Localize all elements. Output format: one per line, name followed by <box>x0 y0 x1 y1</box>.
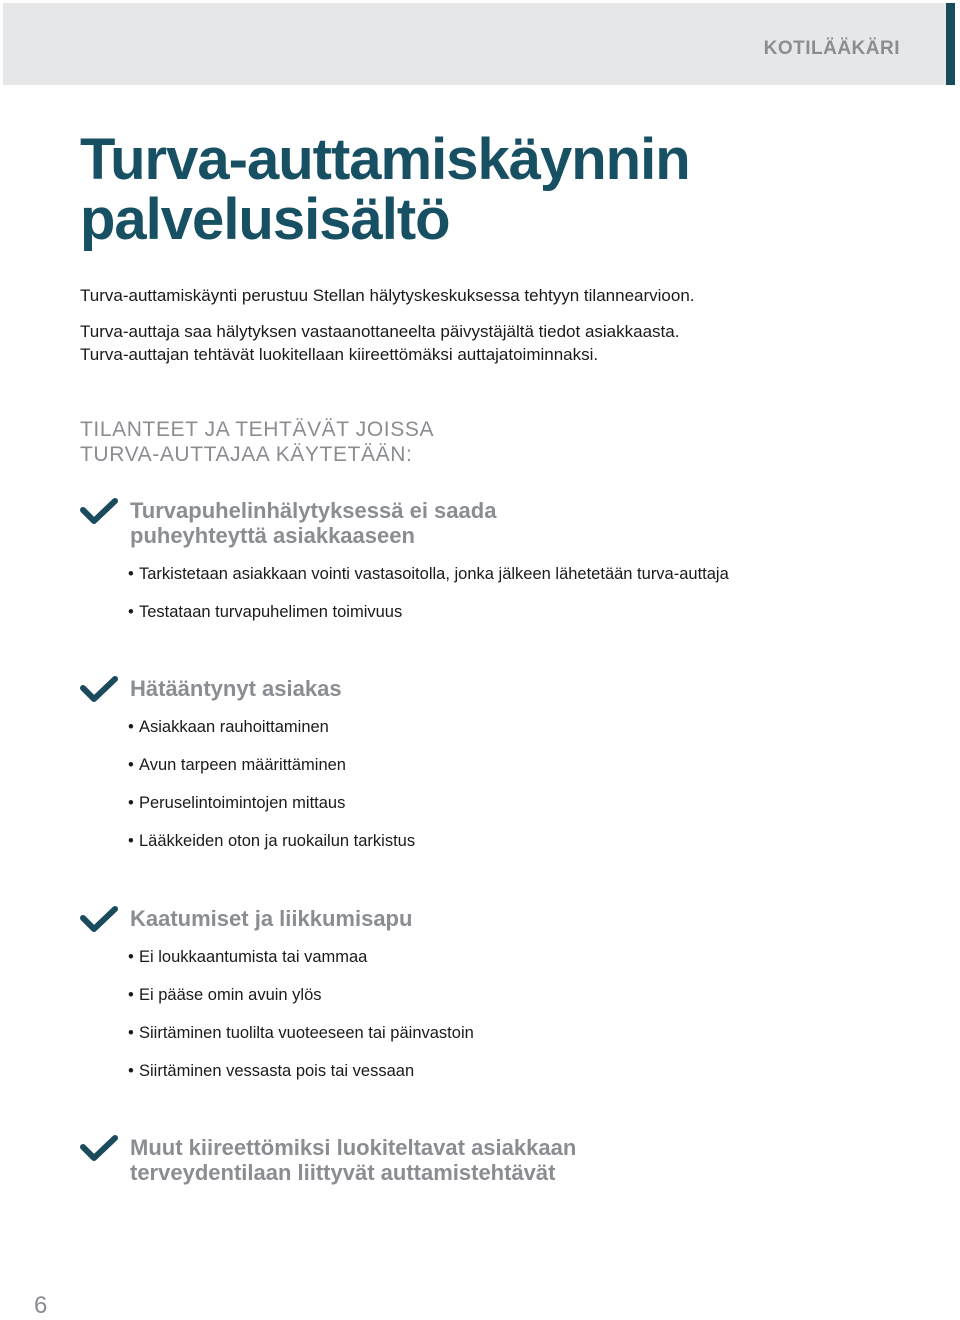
page-title-line-2: palvelusisältö <box>80 187 450 252</box>
intro-paragraph-2-line-2: Turva-auttajan tehtävät luokitellaan kiireettömäksi auttajatoiminnaksi. <box>80 345 599 364</box>
intro-paragraph-2-line-1: Turva-auttaja saa hälytyksen vastaanottaneelta päivystäjältä tiedot asiakkaasta. <box>80 322 680 341</box>
list-item-text: Tarkistetaan asiakkaan vointi vastasoitolla, jonka jälkeen lähetetään turva-auttaja <box>139 565 729 583</box>
bullet: • <box>128 948 134 966</box>
list-item <box>128 947 474 985</box>
checkmark-icon <box>80 906 118 934</box>
page-number: 6 <box>34 1292 48 1319</box>
list-item <box>128 831 415 869</box>
list-item-text: Siirtäminen tuolilta vuoteeseen tai päinvastoin <box>139 1024 474 1042</box>
list-item-text: Avun tarpeen määrittäminen <box>139 756 346 774</box>
section-heading-line-2: TURVA-AUTTAJAA KÄYTETÄÄN: <box>80 443 413 466</box>
list-item-text: Peruselintoimintojen mittaus <box>139 794 346 812</box>
list-item <box>128 985 474 1023</box>
section-heading-line-1: TILANTEET JA TEHTÄVÄT JOISSA <box>80 418 435 441</box>
list-item-text: Asiakkaan rauhoittaminen <box>139 718 329 736</box>
task-group-title <box>130 676 342 701</box>
task-group-title-line-2: terveydentilaan liittyvät auttamistehtävät <box>130 1160 556 1185</box>
bullet: • <box>128 565 134 583</box>
task-group-title-line-1: Muut kiireettömiksi luokiteltavat asiakkaan <box>130 1135 577 1160</box>
task-group-title-line-1: Hätääntynyt asiakas <box>130 676 342 701</box>
bullet: • <box>128 1024 134 1042</box>
checkmark-icon <box>80 498 118 526</box>
header-label: KOTILÄÄKÄRI <box>763 38 900 59</box>
bullet: • <box>128 832 134 850</box>
bullet: • <box>128 794 134 812</box>
task-list <box>128 947 474 1099</box>
task-group-title-line-2: puheyhteyttä asiakkaaseen <box>130 523 415 548</box>
list-item-text: Ei loukkaantumista tai vammaa <box>139 948 368 966</box>
list-item-text: Ei pääse omin avuin ylös <box>139 986 322 1004</box>
intro-paragraph-1: Turva-auttamiskäynti perustuu Stellan hälytyskeskuksessa tehtyyn tilannearvioon. <box>80 286 695 305</box>
header-accent-bar <box>946 3 955 85</box>
list-item <box>128 1023 474 1061</box>
bullet: • <box>128 756 134 774</box>
list-item <box>128 564 729 602</box>
page-title-line-1: Turva-auttamiskäynnin <box>80 127 690 192</box>
bullet: • <box>128 603 134 621</box>
list-item-text: Lääkkeiden oton ja ruokailun tarkistus <box>139 832 416 850</box>
page-title <box>80 127 690 252</box>
list-item-text: Testataan turvapuhelimen toimivuus <box>139 603 403 621</box>
section-heading <box>80 417 434 467</box>
intro-text <box>80 284 695 366</box>
task-group-title-line-1: Turvapuhelinhälytyksessä ei saada <box>130 498 497 523</box>
task-group-title <box>130 1135 576 1185</box>
list-item <box>128 793 415 831</box>
bullet: • <box>128 986 134 1004</box>
task-list <box>128 717 415 869</box>
task-group-title <box>130 906 412 931</box>
bullet: • <box>128 1062 134 1080</box>
list-item <box>128 755 415 793</box>
list-item <box>128 602 729 640</box>
checkmark-icon <box>80 676 118 704</box>
list-item-text: Siirtäminen vessasta pois tai vessaan <box>139 1062 415 1080</box>
task-group-title <box>130 498 496 548</box>
task-list <box>128 564 729 640</box>
list-item <box>128 717 415 755</box>
task-group-title-line-1: Kaatumiset ja liikkumisapu <box>130 906 413 931</box>
checkmark-icon <box>80 1135 118 1163</box>
list-item <box>128 1061 474 1099</box>
bullet: • <box>128 718 134 736</box>
